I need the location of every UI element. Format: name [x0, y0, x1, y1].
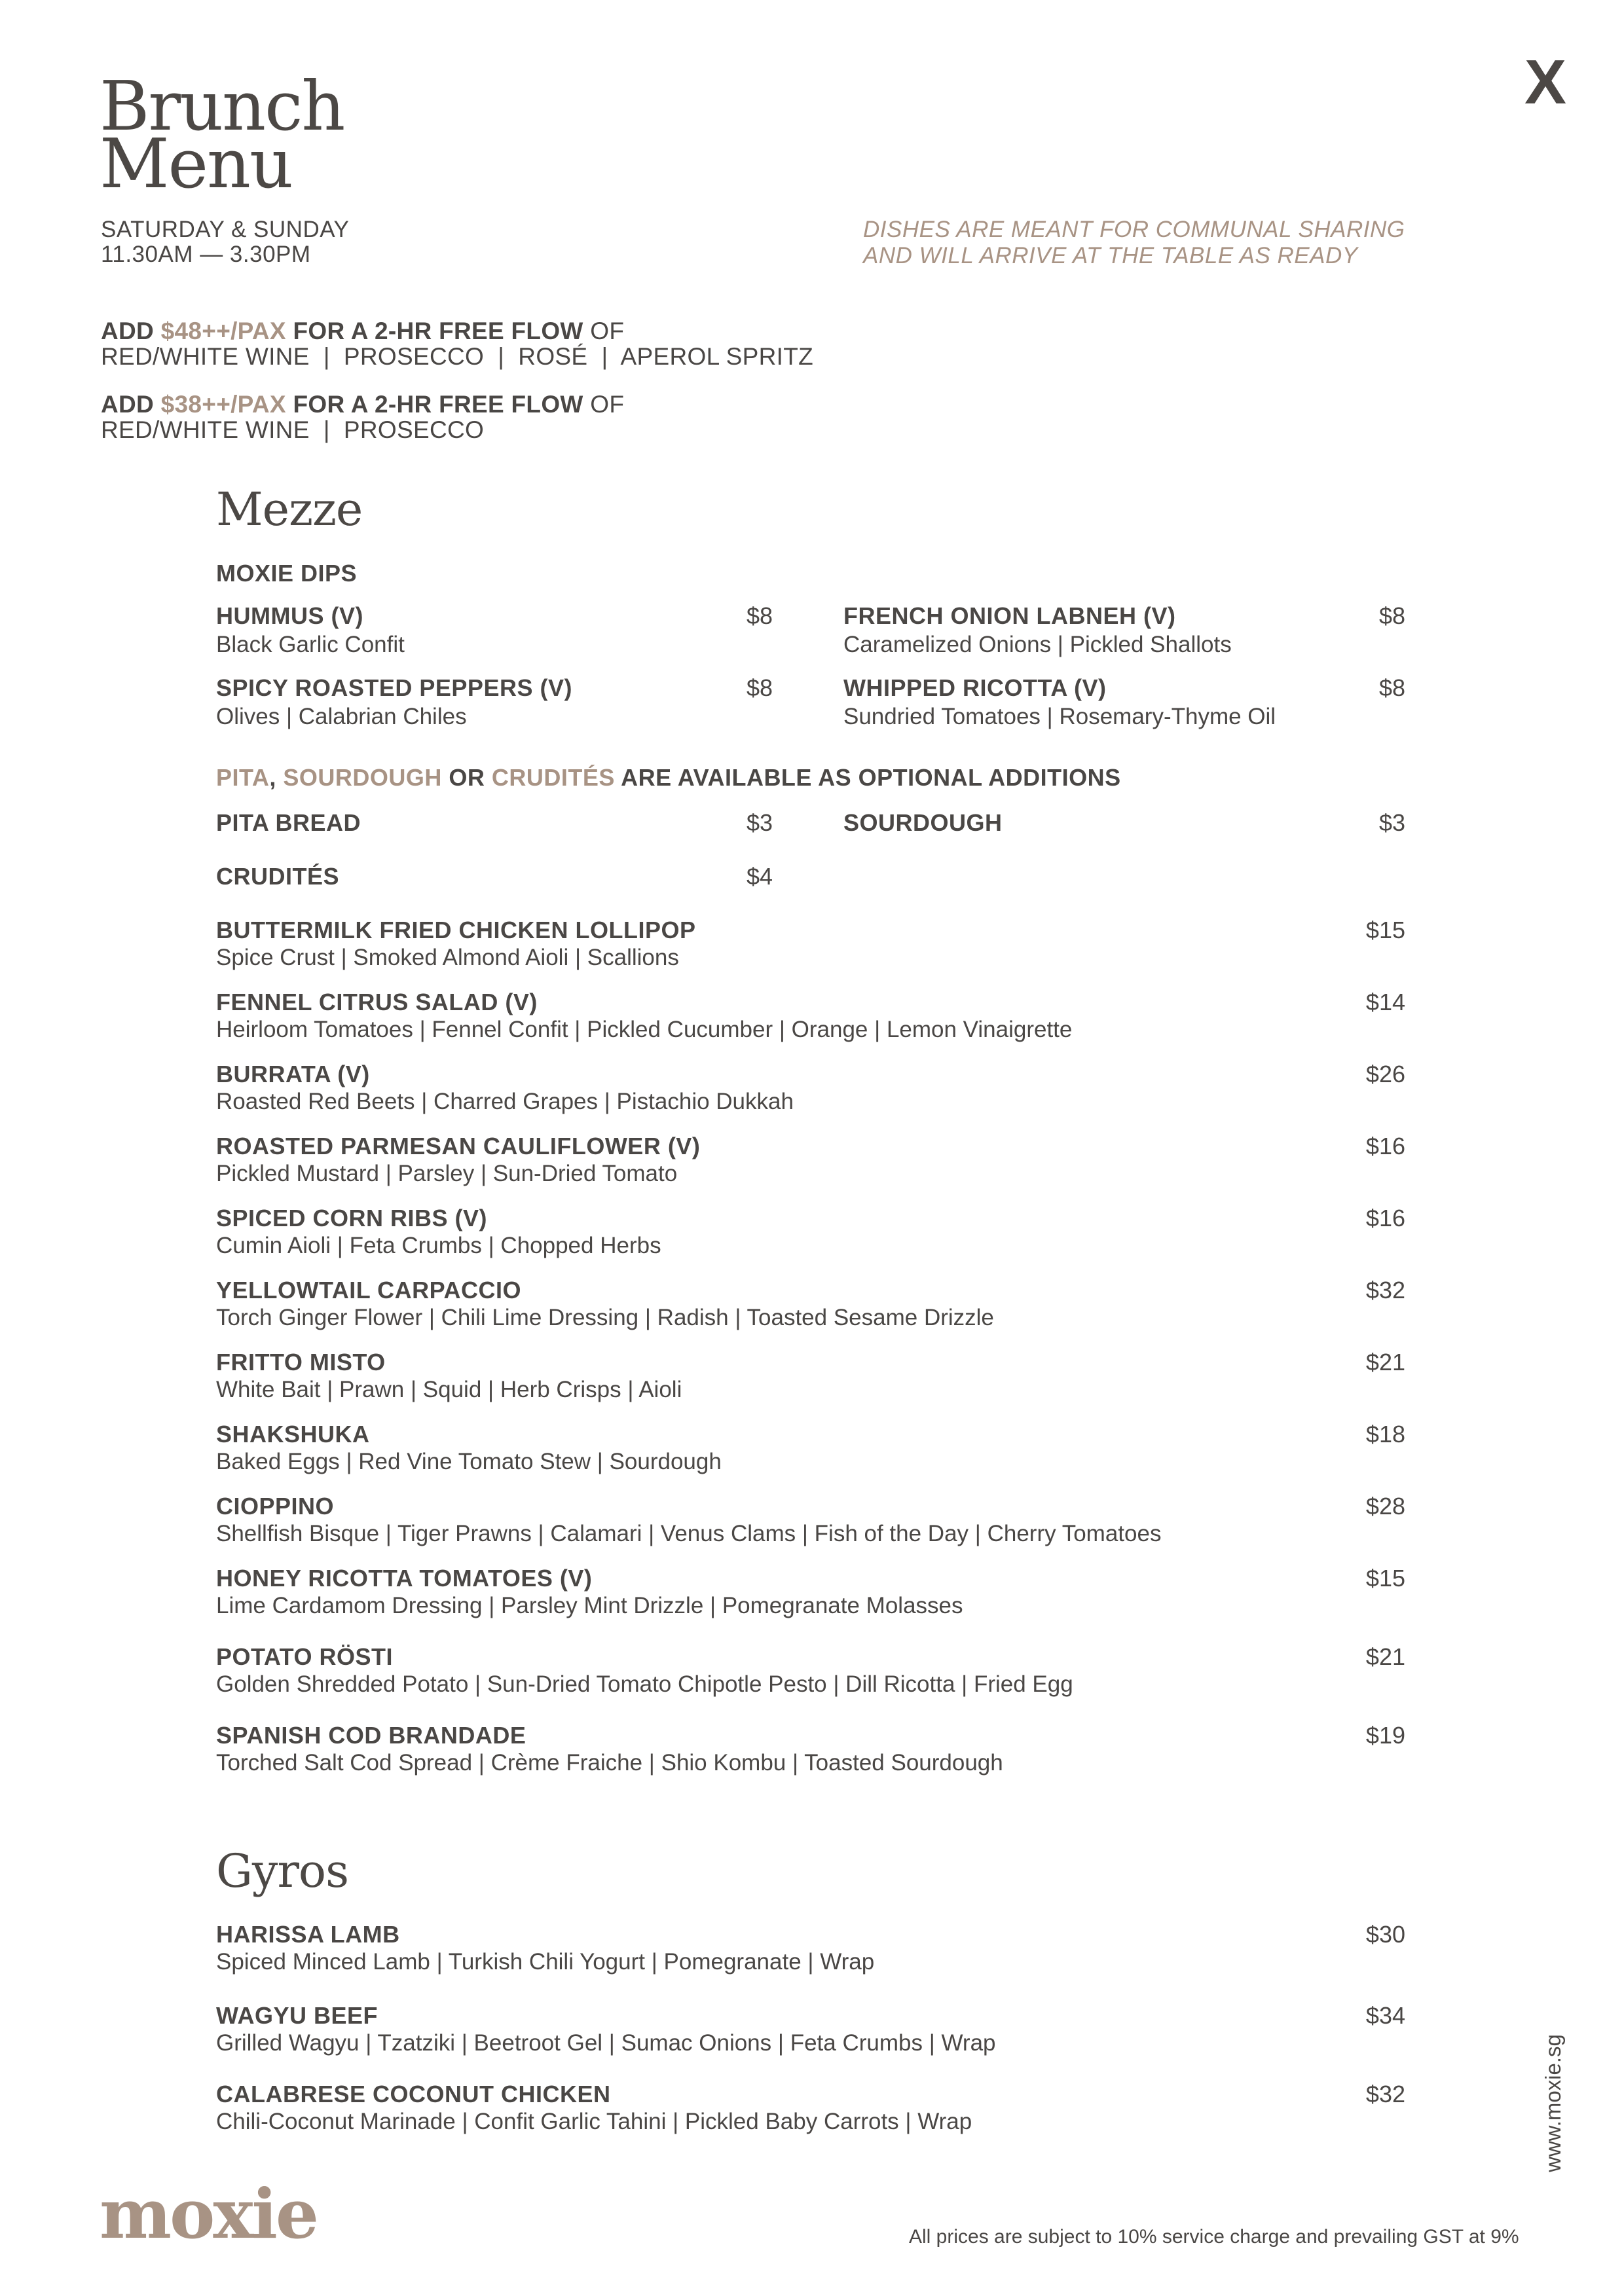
menu-item-desc: Spiced Minced Lamb | Turkish Chili Yogurt | Pomegranate | Wrap — [216, 1949, 875, 1975]
menu-item-name: SPANISH COD BRANDADE — [216, 1722, 526, 1749]
menu-item-name: SPICED CORN RIBS (V) — [216, 1205, 488, 1231]
menu-item-desc: Sundried Tomatoes | Rosemary-Thyme Oil — [843, 704, 1276, 729]
free-flow-label: FOR A 2-HR FREE FLOW — [293, 318, 583, 344]
additions-note-crudites: CRUDITÉS — [491, 764, 615, 791]
menu-item-desc: Spice Crust | Smoked Almond Aioli | Scallions — [216, 945, 679, 970]
section-title-mezze: Mezze — [216, 483, 363, 536]
free-flow-of: OF — [590, 318, 625, 344]
menu-item-name: WAGYU BEEF — [216, 2002, 378, 2029]
menu-item-price: $18 — [1365, 1421, 1405, 1448]
additions-note-sourdough: SOURDOUGH — [283, 764, 442, 791]
menu-item-desc: Shellfish Bisque | Tiger Prawns | Calamari | Venus Clams | Fish of the Day | Cherry Tomatoes — [216, 1521, 1162, 1546]
menu-item-desc: Torched Salt Cod Spread | Crème Fraiche | Shio Kombu | Toasted Sourdough — [216, 1750, 1003, 1776]
menu-item-desc: Roasted Red Beets | Charred Grapes | Pistachio Dukkah — [216, 1089, 794, 1114]
close-icon[interactable]: X — [1524, 47, 1567, 117]
menu-item-price: $14 — [1365, 989, 1405, 1015]
menu-item-name: FRITTO MISTO — [216, 1349, 386, 1376]
additions-note-pita: PITA — [216, 764, 270, 791]
menu-item-desc: Torch Ginger Flower | Chili Lime Dressing | Radish | Toasted Sesame Drizzle — [216, 1305, 994, 1330]
brand-logo: moxie — [100, 2174, 318, 2254]
menu-item-price: $15 — [1365, 1565, 1405, 1592]
menu-item-name: FRENCH ONION LABNEH (V) — [843, 602, 1176, 629]
menu-item-name: SPICY ROASTED PEPPERS (V) — [216, 674, 572, 701]
menu-item-name: CALABRESE COCONUT CHICKEN — [216, 2081, 611, 2107]
menu-item-price: $19 — [1365, 1722, 1405, 1749]
free-flow-drinks: RED/WHITE WINE | PROSECCO — [101, 416, 485, 443]
free-flow-offer-1 — [101, 318, 813, 369]
menu-item-name: POTATO RÖSTI — [216, 1643, 394, 1670]
service-hours: 11.30AM — 3.30PM — [101, 242, 311, 267]
free-flow-add-label: ADD — [101, 318, 155, 344]
additions-note-rest: ARE AVAILABLE AS OPTIONAL ADDITIONS — [621, 764, 1121, 791]
menu-item-name: BURRATA (V) — [216, 1061, 370, 1087]
free-flow-offer-2 — [101, 392, 624, 443]
free-flow-label: FOR A 2-HR FREE FLOW — [293, 391, 583, 418]
sharing-note-line2: AND WILL ARRIVE AT THE TABLE AS READY — [863, 243, 1358, 268]
free-flow-offer-2-headline — [101, 392, 624, 417]
menu-item-price: $8 — [746, 674, 773, 701]
menu-item-price: $8 — [1378, 602, 1405, 629]
addition-name: CRUDITÉS — [216, 863, 340, 890]
menu-item-price: $16 — [1365, 1133, 1405, 1159]
menu-item-desc: Golden Shredded Potato | Sun-Dried Tomato Chipotle Pesto | Dill Ricotta | Fried Egg — [216, 1671, 1073, 1697]
menu-item-name: SHAKSHUKA — [216, 1421, 370, 1448]
dips-heading: MOXIE DIPS — [216, 560, 358, 587]
free-flow-price: $48++/PAX — [160, 318, 286, 344]
website-link[interactable]: www.moxie.sg — [1541, 2034, 1565, 2172]
menu-item-name: HUMMUS (V) — [216, 602, 363, 629]
menu-item-name: HARISSA LAMB — [216, 1921, 400, 1948]
menu-item-price: $34 — [1365, 2002, 1405, 2029]
menu-item-desc: Chili-Coconut Marinade | Confit Garlic Tahini | Pickled Baby Carrots | Wrap — [216, 2109, 972, 2134]
free-flow-add-label: ADD — [101, 391, 155, 418]
menu-item-name: CIOPPINO — [216, 1493, 335, 1520]
menu-item-desc: Lime Cardamom Dressing | Parsley Mint Drizzle | Pomegranate Molasses — [216, 1593, 963, 1618]
menu-item-desc: Black Garlic Confit — [216, 632, 405, 657]
menu-item-name: HONEY RICOTTA TOMATOES (V) — [216, 1565, 593, 1592]
page-title-line1: Brunch — [100, 66, 344, 146]
addition-price: $3 — [1378, 809, 1405, 836]
menu-item-price: $15 — [1365, 917, 1405, 943]
menu-item-price: $26 — [1365, 1061, 1405, 1087]
menu-item-name: YELLOWTAIL CARPACCIO — [216, 1277, 521, 1303]
menu-item-price: $8 — [746, 602, 773, 629]
menu-item-price: $8 — [1378, 674, 1405, 701]
menu-item-name: ROASTED PARMESAN CAULIFLOWER (V) — [216, 1133, 701, 1159]
menu-item-price: $21 — [1365, 1349, 1405, 1376]
service-days: SATURDAY & SUNDAY — [101, 217, 350, 242]
menu-item-desc: Caramelized Onions | Pickled Shallots — [843, 632, 1232, 657]
free-flow-price: $38++/PAX — [160, 391, 286, 418]
menu-item-desc: White Bait | Prawn | Squid | Herb Crisps | Aioli — [216, 1377, 682, 1402]
service-charge-note: All prices are subject to 10% service charge and prevailing GST at 9% — [909, 2226, 1519, 2248]
menu-item-price: $32 — [1365, 2081, 1405, 2107]
menu-item-price: $16 — [1365, 1205, 1405, 1231]
free-flow-offer-1-headline — [101, 318, 813, 344]
menu-item-name: WHIPPED RICOTTA (V) — [843, 674, 1107, 701]
addition-name: PITA BREAD — [216, 809, 361, 836]
menu-item-price: $21 — [1365, 1643, 1405, 1670]
additions-note — [216, 765, 1121, 791]
menu-item-price: $30 — [1365, 1921, 1405, 1948]
menu-item-price: $32 — [1365, 1277, 1405, 1303]
menu-item-desc: Heirloom Tomatoes | Fennel Confit | Pickled Cucumber | Orange | Lemon Vinaigrette — [216, 1017, 1073, 1042]
menu-item-desc: Olives | Calabrian Chiles — [216, 704, 467, 729]
menu-item-name: FENNEL CITRUS SALAD (V) — [216, 989, 538, 1015]
free-flow-drinks: RED/WHITE WINE | PROSECCO | ROSÉ | APEROL SPRITZ — [101, 343, 814, 370]
section-title-gyros: Gyros — [216, 1844, 348, 1898]
page-title-line2: Menu — [100, 124, 292, 204]
addition-price: $3 — [746, 809, 773, 836]
additions-note-comma: , — [269, 764, 276, 791]
menu-item-desc: Pickled Mustard | Parsley | Sun-Dried Tomato — [216, 1161, 678, 1186]
menu-item-desc: Grilled Wagyu | Tzatziki | Beetroot Gel | Sumac Onions | Feta Crumbs | Wrap — [216, 2030, 996, 2056]
menu-item-price: $28 — [1365, 1493, 1405, 1520]
menu-item-desc: Baked Eggs | Red Vine Tomato Stew | Sourdough — [216, 1449, 722, 1474]
additions-note-or: OR — [449, 764, 485, 791]
sharing-note-line1: DISHES ARE MEANT FOR COMMUNAL SHARING — [863, 217, 1405, 242]
addition-name: SOURDOUGH — [843, 809, 1003, 836]
addition-price: $4 — [746, 863, 773, 890]
menu-item-desc: Cumin Aioli | Feta Crumbs | Chopped Herbs — [216, 1233, 661, 1258]
menu-item-name: BUTTERMILK FRIED CHICKEN LOLLIPOP — [216, 917, 696, 943]
free-flow-of: OF — [590, 391, 625, 418]
